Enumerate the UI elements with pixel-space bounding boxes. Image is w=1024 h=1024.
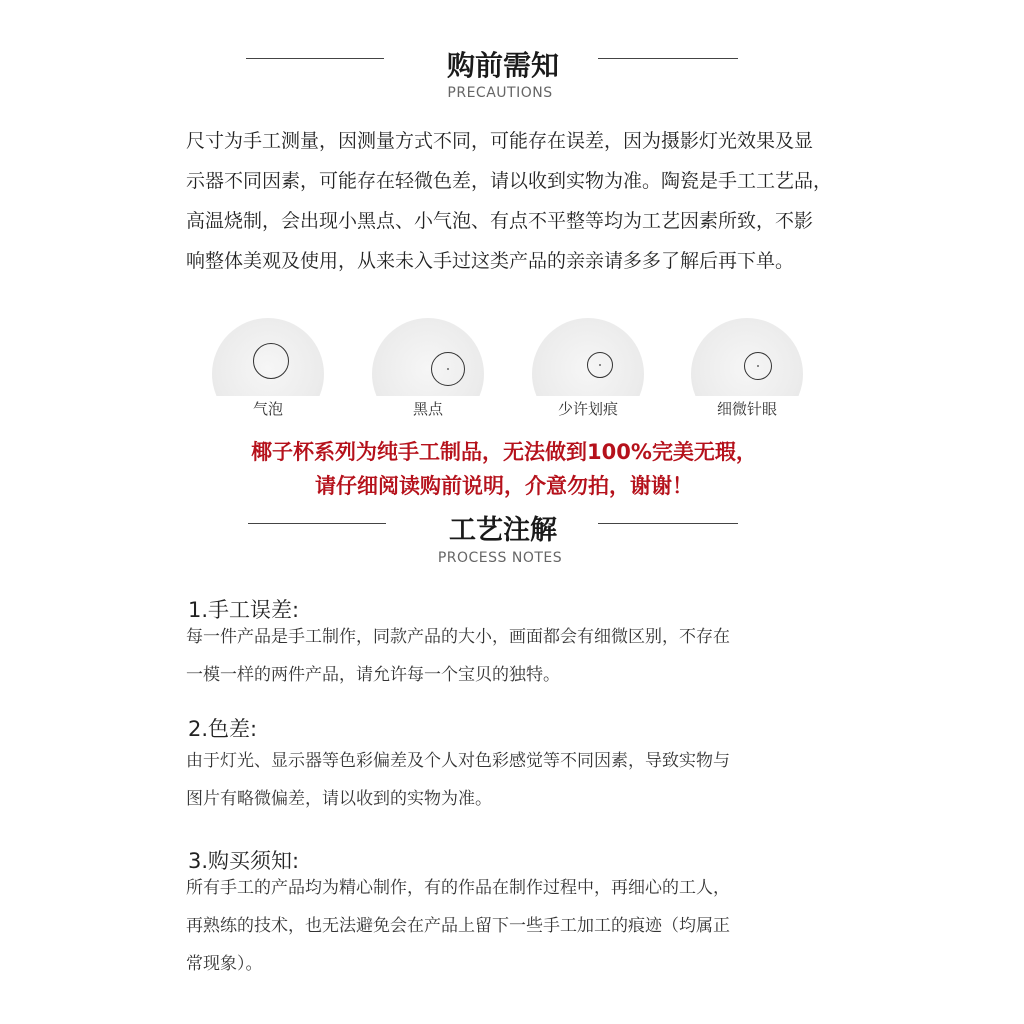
sample-label: 黑点 <box>412 400 443 418</box>
precautions-paragraph <box>186 121 846 281</box>
scratch-mark <box>599 364 601 366</box>
defect-samples <box>0 318 1024 428</box>
note-title: 1.手工误差: <box>188 598 300 622</box>
notice-line-2: 请仔细阅读购前说明，介意勿拍，谢谢！ <box>315 474 693 498</box>
precautions-line: 示器不同因素，可能存在轻微色差，请以收到实物为准。陶瓷是手工工艺品， <box>186 170 833 192</box>
sample-image <box>691 318 803 396</box>
precautions-line: 高温烧制，会出现小黑点、小气泡、有点不平整等均为工艺因素所致，不影 <box>186 210 814 232</box>
note-body <box>186 742 836 818</box>
sample-label: 气泡 <box>252 400 283 418</box>
note-line: 每一件产品是手工制作，同款产品的大小，画面都会有细微区别，不存在 <box>186 627 730 647</box>
note-title: 3.购买须知: <box>188 849 300 873</box>
precautions-line: 响整体美观及使用，从来未入手过这类产品的亲亲请多多了解后再下单。 <box>186 250 795 272</box>
black-dot-mark <box>447 368 449 370</box>
sample-label: 少许划痕 <box>557 400 618 418</box>
sample-image <box>372 318 484 396</box>
sample-image <box>532 318 644 396</box>
note-line: 图片有略微偏差，请以收到的实物为准。 <box>186 789 492 809</box>
note-line: 由于灯光、显示器等色彩偏差及个人对色彩感觉等不同因素，导致实物与 <box>186 751 730 771</box>
section-subtitle-precautions: PRECAUTIONS <box>447 85 553 101</box>
note-title: 2.色差: <box>188 717 258 741</box>
note-line: 所有手工的产品均为精心制作，有的作品在制作过程中，再细心的工人， <box>186 878 730 898</box>
sample-image <box>212 318 324 396</box>
note-body <box>186 618 836 694</box>
precautions-line: 尺寸为手工测量，因测量方式不同，可能存在误差，因为摄影灯光效果及显 <box>186 130 814 152</box>
section-title-precautions: 购前需知 <box>446 49 559 82</box>
notice-line-1: 椰子杯系列为纯手工制品，无法做到100%完美无瑕， <box>251 440 757 464</box>
section-title-process-notes: 工艺注解 <box>449 515 557 546</box>
note-body <box>186 869 836 983</box>
pinhole-mark <box>757 365 759 367</box>
note-line: 再熟练的技术，也无法避免会在产品上留下一些手工加工的痕迹（均属正 <box>186 916 730 936</box>
note-line: 一模一样的两件产品，请允许每一个宝贝的独特。 <box>186 665 560 685</box>
highlight-circle-icon <box>253 343 289 379</box>
sample-label: 细微针眼 <box>716 400 777 418</box>
section-subtitle-process-notes: PROCESS NOTES <box>437 550 563 566</box>
note-line: 常现象）。 <box>186 954 263 974</box>
